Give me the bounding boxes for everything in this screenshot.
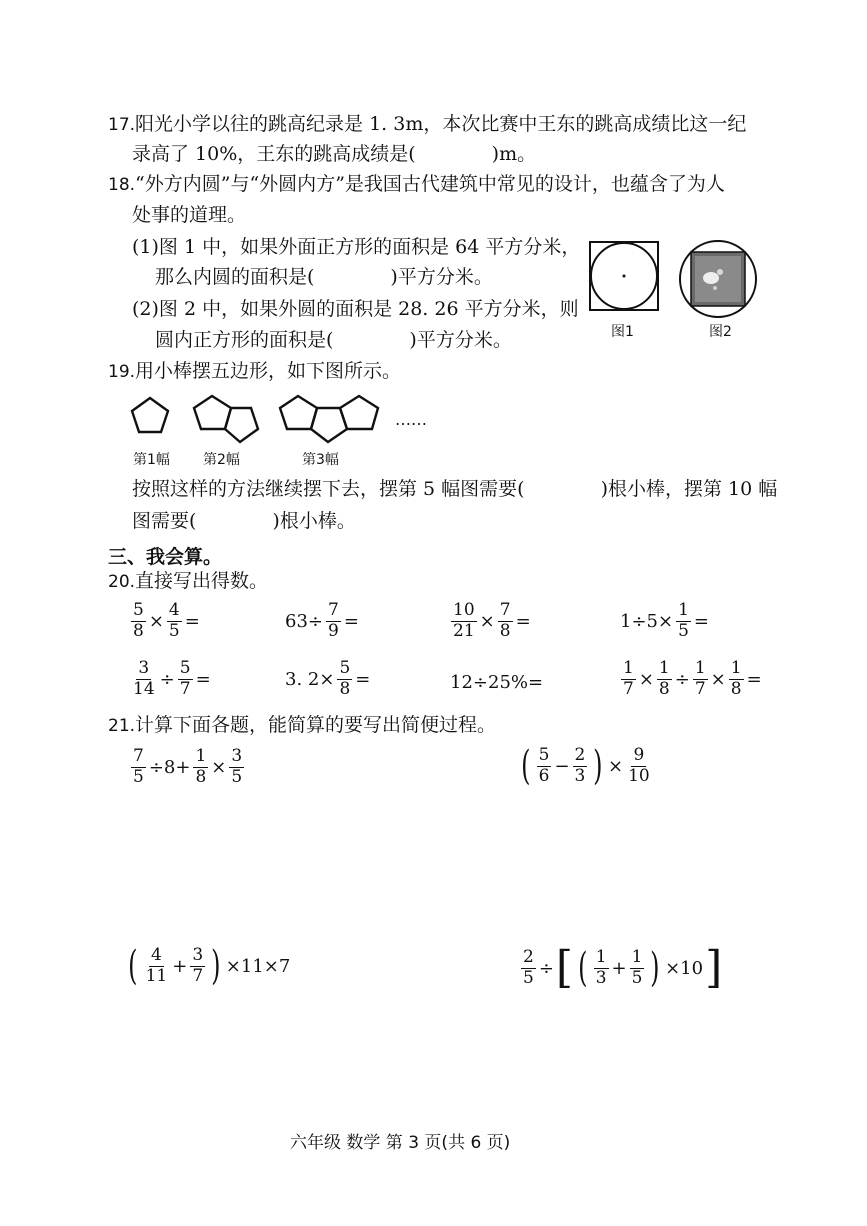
question-19 <box>108 362 401 381</box>
expression-7: 12÷25%= <box>450 672 544 693</box>
pentagon-3c <box>340 396 378 429</box>
question-text-line: “外方内圆”与“外圆内方”是我国古代建筑中常见的设计，也蕴含了为人 <box>135 173 725 195</box>
page-footer: 六年级 数学 第 3 页(共 6 页) <box>290 1133 511 1153</box>
expression-4: 1÷5× $\frac{1}{5}$ = <box>620 600 709 641</box>
question-19-line3: 图需要( )根小棒。 <box>132 510 356 532</box>
question-18-part1-line2: 那么内圆的面积是( )平方分米。 <box>155 266 493 288</box>
figure-2-caption: 图2 <box>709 324 732 340</box>
figure-1-caption: 图1 <box>611 324 634 340</box>
expression-6: 3. 2× $\frac{5}{8}$ = <box>285 658 371 699</box>
pentagon-2b <box>225 408 258 442</box>
question-number: 19. <box>108 362 136 382</box>
question-18-part2-line2: 圆内正方形的面积是( )平方分米。 <box>155 329 512 351</box>
question-18-line2: 处事的道理。 <box>132 204 247 226</box>
expression-5: $\frac{3}{14}$ ÷ $\frac{5}{7}$ = <box>133 658 211 699</box>
question-20 <box>108 572 268 591</box>
calculation-1: $\frac{7}{5}$ ÷8+ $\frac{1}{8}$ × $\frac{3}{5}$ <box>133 746 243 787</box>
expression-8: $\frac{1}{7}$ × $\frac{1}{8}$ ÷ $\frac{1}{7}$ × $\frac{1}{8}$ = <box>623 658 762 699</box>
question-21 <box>108 716 496 735</box>
question-17 <box>108 115 746 134</box>
question-number: 18. <box>108 175 136 195</box>
expression-2: 63÷ $\frac{7}{9}$ = <box>285 600 359 641</box>
ellipsis: …… <box>395 410 427 429</box>
question-19-line2: 按照这样的方法继续摆下去，摆第 5 幅图需要( )根小棒，摆第 10 幅 <box>132 478 778 500</box>
calculation-4: $\frac{2}{5}$ ÷ [ ( $\frac{1}{3}$ + $\frac{1}{5}$ ) ×10 ] <box>523 942 723 993</box>
calculation-2: ( $\frac{5}{6}$ − $\frac{2}{3}$ ) × $\frac{9}{10}$ <box>521 743 650 789</box>
question-18-part2-line1: (2)图 2 中，如果外圆的面积是 28. 26 平方分米，则 <box>132 298 579 320</box>
question-text-line: 阳光小学以往的跳高纪录是 1. 3m，本次比赛中王东的跳高成绩比这一纪 <box>135 113 747 135</box>
question-18 <box>108 175 725 194</box>
expression-3: $\frac{10}{21}$ × $\frac{7}{8}$ = <box>453 600 531 641</box>
figure-2-circle-square <box>677 238 759 320</box>
calculation-3: ( $\frac{4}{11}$ + $\frac{3}{7}$ ) ×11×7 <box>128 943 291 989</box>
caption-figure-2: 第2幅 <box>203 452 240 468</box>
question-18-part1-line1: (1)图 1 中，如果外面正方形的面积是 64 平方分米， <box>132 236 581 258</box>
caption-figure-1: 第1幅 <box>133 452 170 468</box>
question-text-line: 直接写出得数。 <box>135 570 269 592</box>
question-text-line: 计算下面各题，能简算的要写出简便过程。 <box>135 714 497 736</box>
pentagon-sequence <box>125 392 395 444</box>
figure-1-square-circle <box>588 240 660 312</box>
question-17-line2: 录高了 10%，王东的跳高成绩是( )m。 <box>132 143 537 165</box>
caption-figure-3: 第3幅 <box>302 452 339 468</box>
expression-1: $\frac{5}{8}$ × $\frac{4}{5}$ = <box>133 600 200 641</box>
question-number: 21. <box>108 716 136 736</box>
section-3-heading: 三、我会算。 <box>108 546 223 568</box>
question-number: 20. <box>108 572 136 592</box>
question-text-line: 用小棒摆五边形，如下图所示。 <box>135 360 402 382</box>
question-number: 17. <box>108 115 136 135</box>
pentagon-1 <box>132 398 168 432</box>
